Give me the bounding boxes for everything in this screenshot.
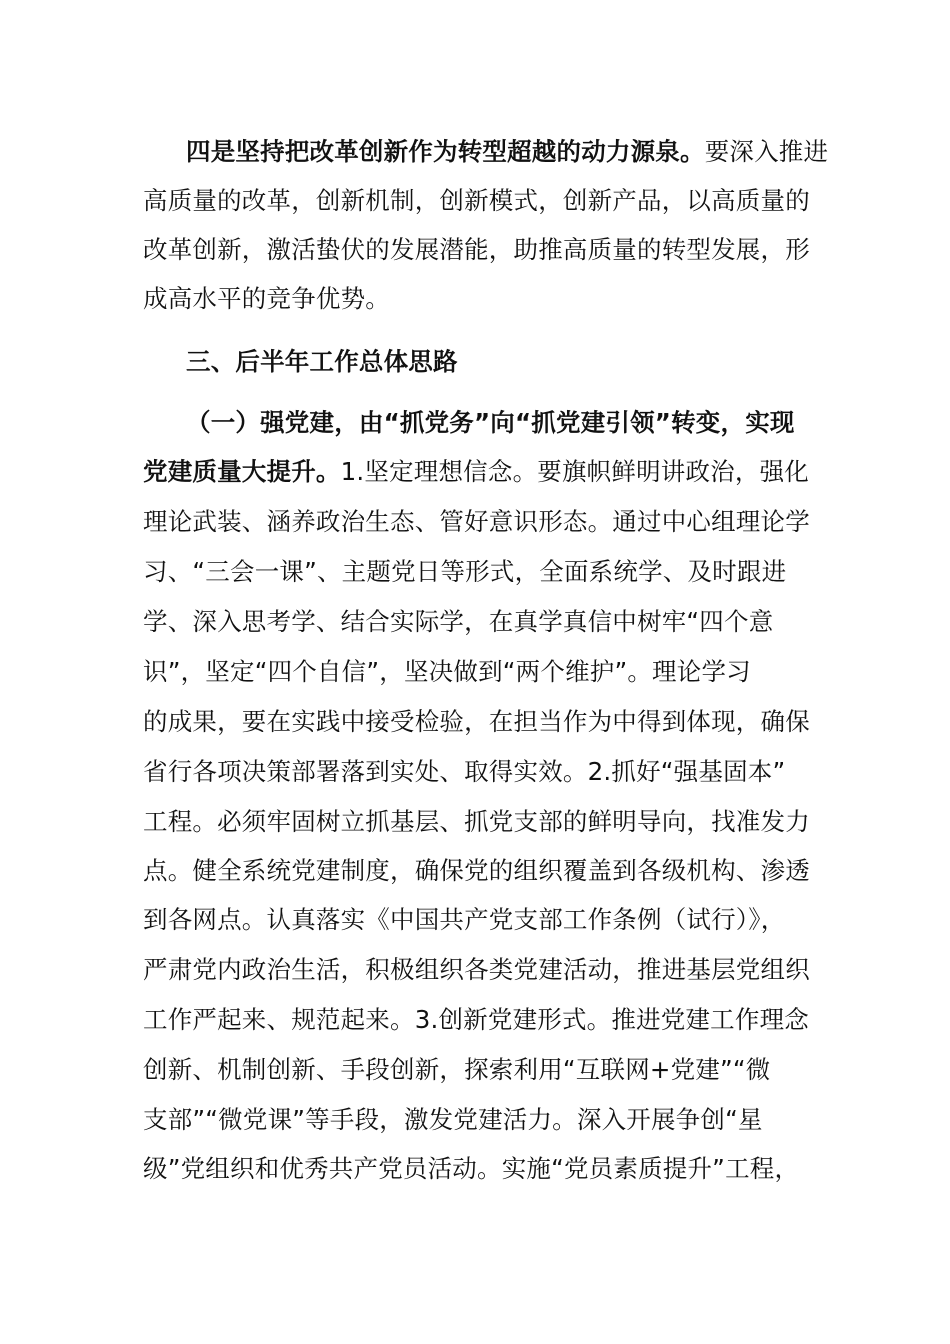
paragraph-line: [143, 447, 809, 497]
body-text: 高质量的改革，创新机制，创新模式，创新产品，以高质量的: [143, 186, 810, 215]
body-text: 学、深入思考学、结合实际学，在真学真信中树牢“四个意: [143, 607, 774, 636]
body-text: 工作严起来、规范起来。3.创新党建形式。推进党建工作理念: [143, 1005, 809, 1034]
body-text: 严肃党内政治生活，积极组织各类党建活动，推进基层党组织: [143, 955, 810, 984]
paragraph-line: [143, 1144, 799, 1194]
paragraph-line: [143, 697, 810, 747]
paragraph-line: [143, 945, 810, 995]
body-text: 点。健全系统党建制度，确保党的组织覆盖到各级机构、渗透: [143, 856, 810, 885]
body-text: 省行各项决策部署落到实处、取得实效。2.抓好“强基固本”: [143, 757, 786, 786]
paragraph-line: [143, 547, 786, 597]
body-text: 1.坚定理想信念。要旗帜鲜明讲政治，强化: [340, 457, 809, 486]
section-heading: [186, 337, 458, 387]
paragraph-line: [143, 995, 809, 1045]
section-heading-text: 三、后半年工作总体思路: [186, 347, 458, 376]
body-text: 理论武装、涵养政治生态、管好意识形态。通过中心组理论学: [143, 507, 810, 536]
body-text: 的成果，要在实践中接受检验，在担当作为中得到体现，确保: [143, 707, 810, 736]
paragraph-line: [143, 497, 810, 547]
body-text: 改革创新，激活蛰伏的发展潜能，助推高质量的转型发展，形: [143, 235, 810, 264]
paragraph-line: [186, 127, 828, 177]
paragraph-line: [143, 1045, 771, 1095]
paragraph-line: [143, 846, 810, 896]
paragraph-line: [143, 647, 751, 697]
body-text: 工程。必须牢固树立抓基层、抓党支部的鲜明导向，找准发力: [143, 807, 810, 836]
body-text: 识”，坚定“四个自信”，坚决做到“两个维护”。理论学习: [143, 657, 751, 686]
body-text: 创新、机制创新、手段创新，探索利用“互联网+党建”“微: [143, 1055, 771, 1084]
subsection-heading: [186, 398, 795, 448]
subsection-heading-text: （一）强党建，由“抓党务”向“抓党建引领”转变，实现: [186, 408, 795, 437]
paragraph-line: [143, 274, 390, 324]
bold-heading-text: 党建质量大提升。: [143, 457, 341, 486]
paragraph-line: [143, 747, 785, 797]
paragraph-line: [143, 1095, 763, 1145]
body-text: 支部”“微党课”等手段，激发党建活力。深入开展争创“星: [143, 1105, 763, 1134]
body-text: 要深入推进: [704, 137, 829, 166]
body-text: 到各网点。认真落实《中国共产党支部工作条例（试行）》，: [143, 905, 786, 934]
paragraph-line: [143, 597, 773, 647]
body-text: 成高水平的竞争优势。: [143, 284, 390, 313]
body-text: 级”党组织和优秀共产党员活动。实施“党员素质提升”工程，: [143, 1154, 800, 1183]
paragraph-line: [143, 225, 810, 275]
body-text: 习、“三会一课”、主题党日等形式，全面系统学、及时跟进: [143, 557, 787, 586]
paragraph-line: [143, 797, 810, 847]
bold-heading-text: 四是坚持把改革创新作为转型超越的动力源泉。: [186, 137, 705, 166]
paragraph-line: [143, 895, 785, 945]
paragraph-line: [143, 176, 810, 226]
